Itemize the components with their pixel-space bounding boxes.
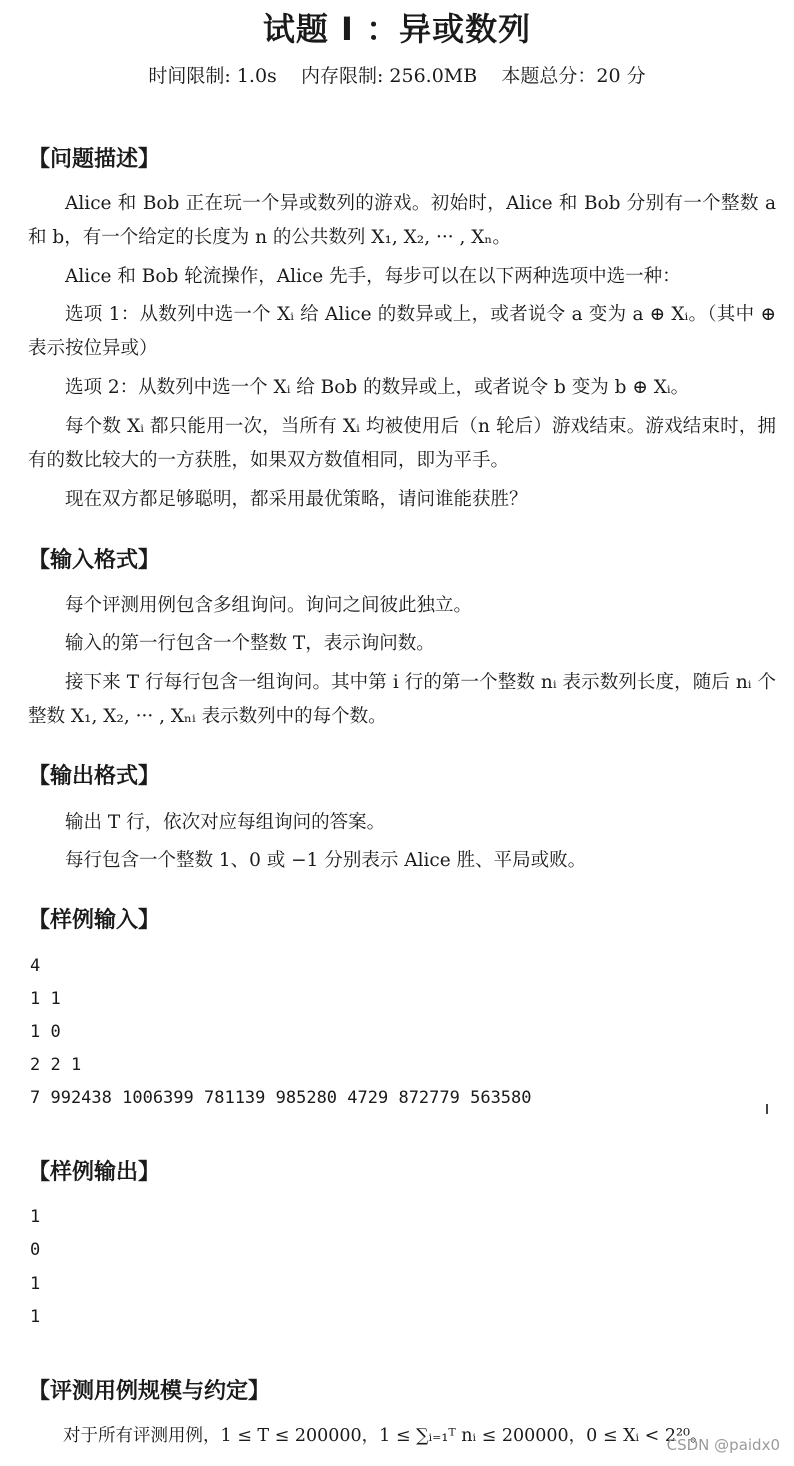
description-paragraph-2: Alice 和 Bob 轮流操作，Alice 先手，每步可以在以下两种选项中选一种： (65, 266, 681, 287)
description-paragraph-3: 选项 1：从数列中选一个 Xᵢ 给 Alice 的数异或上，或者说令 a 变为 a ⊕ Xᵢ。（其中 ⊕ 表示按位异或） (28, 304, 776, 359)
output-format-heading: 【输出格式】 (28, 764, 161, 789)
sample-input-line: 2 2 1 (30, 1055, 82, 1075)
sample-input-line: 1 0 (30, 1022, 61, 1042)
description-heading: 【问题描述】 (28, 147, 161, 172)
watermark: CSDN @paidx0 (666, 1436, 780, 1454)
description-paragraph-4: 选项 2：从数列中选一个 Xᵢ 给 Bob 的数异或上，或者说令 b 变为 b ⊕ Xᵢ。 (65, 377, 690, 398)
sample-input-line: 7 992438 1006399 781139 985280 4729 872779 563580 (30, 1088, 532, 1108)
problem-limits: 时间限制: 1.0s 内存限制: 256.0MB 本题总分：20 分 (148, 65, 646, 87)
sample-output-line: 1 (30, 1307, 41, 1327)
description-paragraph-5: 每个数 Xᵢ 都只能用一次，当所有 Xᵢ 均被使用后（n 轮后）游戏结束。游戏结束时，拥有的数比较大的一方获胜，如果双方数值相同，即为平手。 (28, 416, 776, 471)
description-paragraph-1: Alice 和 Bob 正在玩一个异或数列的游戏。初始时，Alice 和 Bob 分别有一个整数 a 和 b，有一个给定的长度为 n 的公共数列 X₁, X₂, ··· , Xₙ。 (28, 193, 776, 248)
output-format-paragraph-2: 每行包含一个整数 1、0 或 −1 分别表示 Alice 胜、平局或败。 (65, 850, 587, 871)
sample-input-line: 1 1 (30, 989, 61, 1009)
input-format-paragraph-3: 接下来 T 行每行包含一组询问。其中第 i 行的第一个整数 nᵢ 表示数列长度，随后 nᵢ 个整数 X₁, X₂, ··· , Xₙᵢ 表示数列中的每个数。 (28, 672, 776, 727)
input-format-paragraph-1: 每个评测用例包含多组询问。询问之间彼此独立。 (65, 595, 473, 616)
constraints-paragraph: 对于所有评测用例，1 ≤ T ≤ 200000，1 ≤ ∑ᵢ₌₁ᵀ nᵢ ≤ 200000，0 ≤ Xᵢ < 2²⁰。 (63, 1426, 708, 1446)
description-paragraph-6: 现在双方都足够聪明，都采用最优策略，请问谁能获胜？ (65, 489, 528, 510)
sample-output-line: 1 (30, 1274, 41, 1294)
constraints-heading: 【评测用例规模与约定】 (28, 1379, 271, 1404)
output-format-paragraph-1: 输出 T 行，依次对应每组询问的答案。 (65, 812, 386, 833)
input-format-heading: 【输入格式】 (28, 548, 161, 573)
sample-input-line: 4 (30, 956, 41, 976)
sample-output-line: 0 (30, 1240, 41, 1260)
scan-artifact-mark (766, 1104, 768, 1114)
sample-output-line: 1 (30, 1207, 41, 1227)
sample-input-heading: 【样例输入】 (28, 908, 161, 933)
sample-output-heading: 【样例输出】 (28, 1160, 161, 1185)
input-format-paragraph-2: 输入的第一行包含一个整数 T，表示询问数。 (65, 633, 435, 654)
problem-title: 试题 I ：异或数列 (262, 10, 532, 48)
